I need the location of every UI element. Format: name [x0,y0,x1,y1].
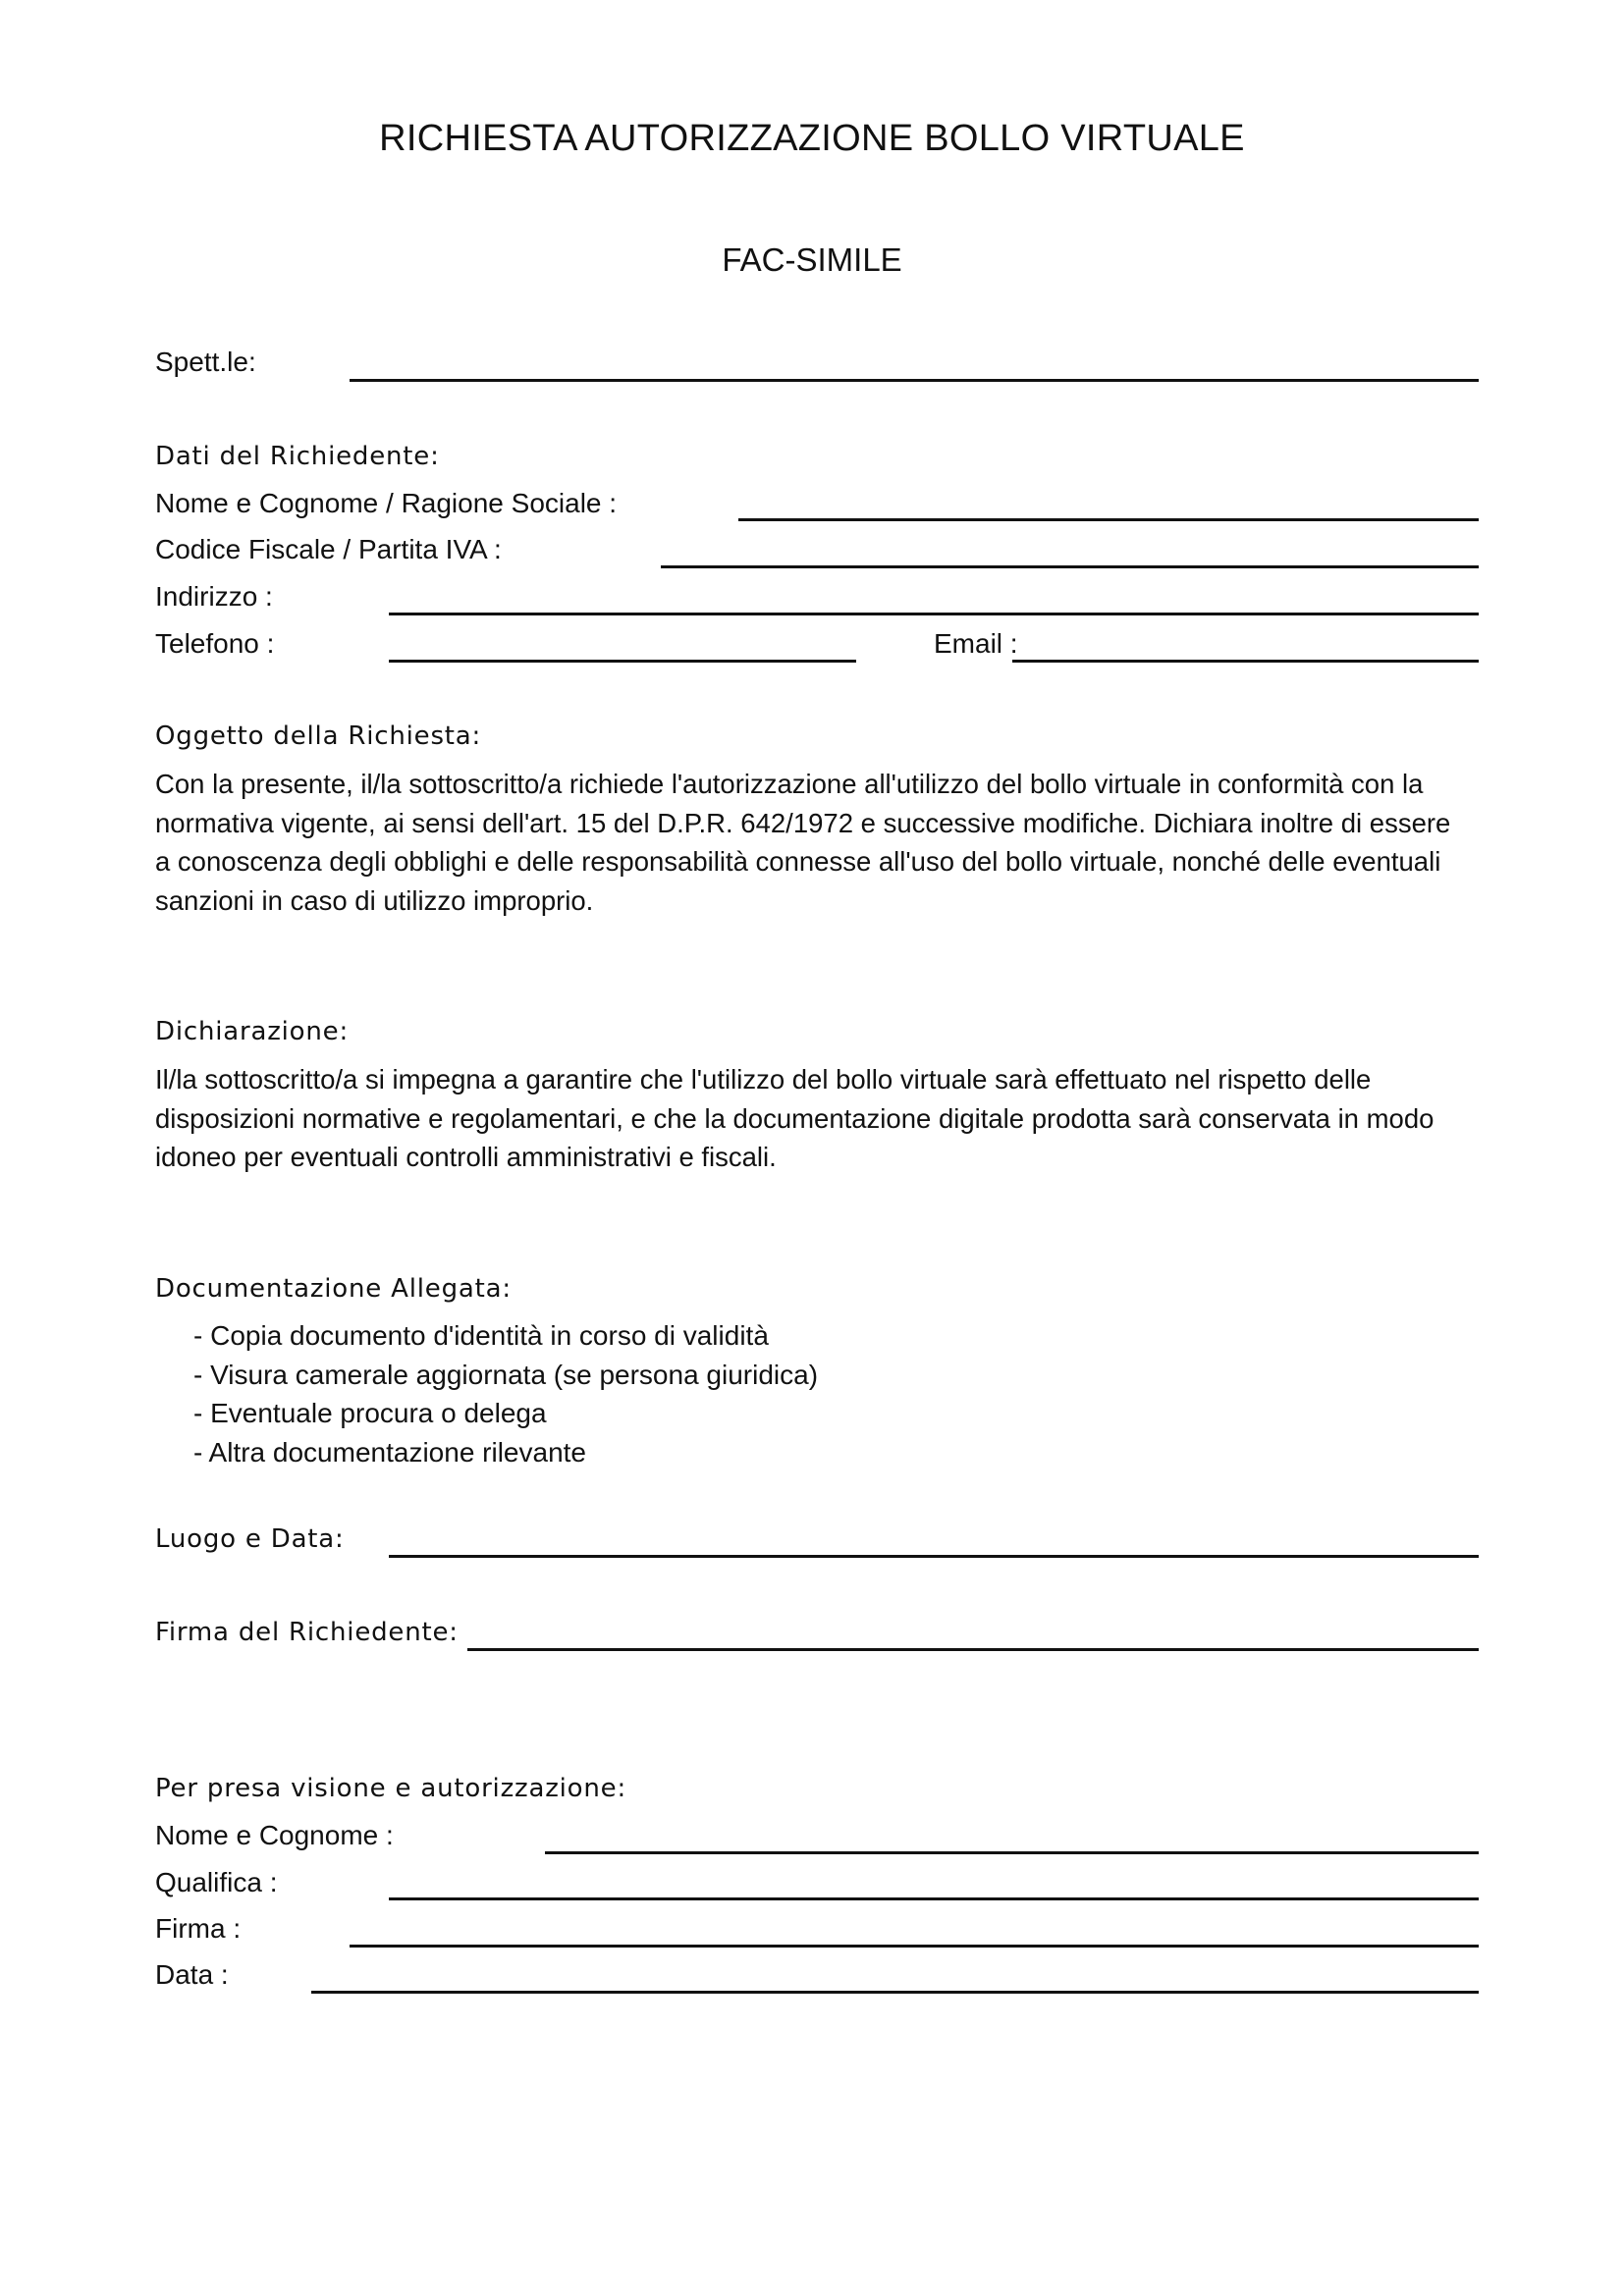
attachment-item: - Altra documentazione rilevante [193,1436,586,1468]
declaration-line: Il/la sottoscritto/a si impegna a garantire che l'utilizzo del bollo virtuale sarà effettuato nel rispetto delle [155,1064,1372,1095]
place-date-label: Luogo e Data: [155,1524,345,1554]
declaration-line: disposizioni normative e regolamentari, e che la documentazione digitale prodotta sarà conservata in modo [155,1102,1435,1134]
approval-date-field-line[interactable] [311,1991,1479,1994]
place-date-field-line[interactable] [389,1555,1479,1558]
attachment-item: - Copia documento d'identità in corso di validità [193,1320,769,1351]
declaration-paragraph [155,1060,1481,1177]
approval-role-field-line[interactable] [389,1897,1479,1900]
recipient-field-line[interactable] [350,379,1479,382]
applicant-signature-field-line[interactable] [467,1648,1479,1651]
approval-role-label: Qualifica : [155,1867,278,1897]
subject-section-heading: Oggetto della Richiesta: [155,721,482,751]
applicant-address-field-line[interactable] [389,613,1479,615]
declaration-line: idoneo per eventuali controlli amministrativi e fiscali. [155,1142,777,1172]
approval-signature-label: Firma : [155,1913,242,1944]
applicant-section-heading: Dati del Richiedente: [155,442,440,471]
attachment-item: - Eventuale procura o delega [193,1398,547,1428]
approval-name-label: Nome e Cognome : [155,1820,394,1850]
applicant-phone-field-line[interactable] [389,660,856,663]
subject-line: sanzioni in caso di utilizzo improprio. [155,884,594,916]
applicant-name-field-line[interactable] [738,518,1479,521]
applicant-signature-label: Firma del Richiedente: [155,1618,459,1647]
attachments-list [193,1316,818,1471]
approval-date-label: Data : [155,1959,229,1990]
approval-signature-field-line[interactable] [350,1945,1479,1948]
document-title: RICHIESTA AUTORIZZAZIONE BOLLO VIRTUALE [379,118,1245,159]
recipient-label: Spett.le: [155,347,256,377]
subject-paragraph [155,765,1481,920]
attachment-item: - Visura camerale aggiornata (se persona giuridica) [193,1359,819,1390]
applicant-email-field-line[interactable] [1012,660,1479,663]
approval-section-heading: Per presa visione e autorizzazione: [155,1774,627,1803]
subject-line: a conoscenza degli obblighi e delle responsabilità connesse all'uso del bollo virtuale, nonché delle eventuali [155,846,1441,877]
approval-name-field-line[interactable] [545,1851,1479,1854]
applicant-phone-label: Telefono : [155,628,275,659]
applicant-name-label: Nome e Cognome / Ragione Sociale : [155,488,618,518]
attachments-section-heading: Documentazione Allegata: [155,1274,512,1304]
applicant-tax-label: Codice Fiscale / Partita IVA : [155,534,502,564]
declaration-section-heading: Dichiarazione: [155,1017,350,1046]
applicant-email-label: Email : [934,628,1018,659]
applicant-tax-field-line[interactable] [661,565,1479,568]
subject-line: normativa vigente, ai sensi dell'art. 15 del D.P.R. 642/1972 e successive modifiche. Dichiara inoltre di essere [155,807,1451,838]
applicant-address-label: Indirizzo : [155,581,273,612]
document-subtitle: FAC-SIMILE [722,241,902,278]
subject-line: Con la presente, il/la sottoscritto/a richiede l'autorizzazione all'utilizzo del bollo virtuale in conformità con la [155,769,1424,799]
